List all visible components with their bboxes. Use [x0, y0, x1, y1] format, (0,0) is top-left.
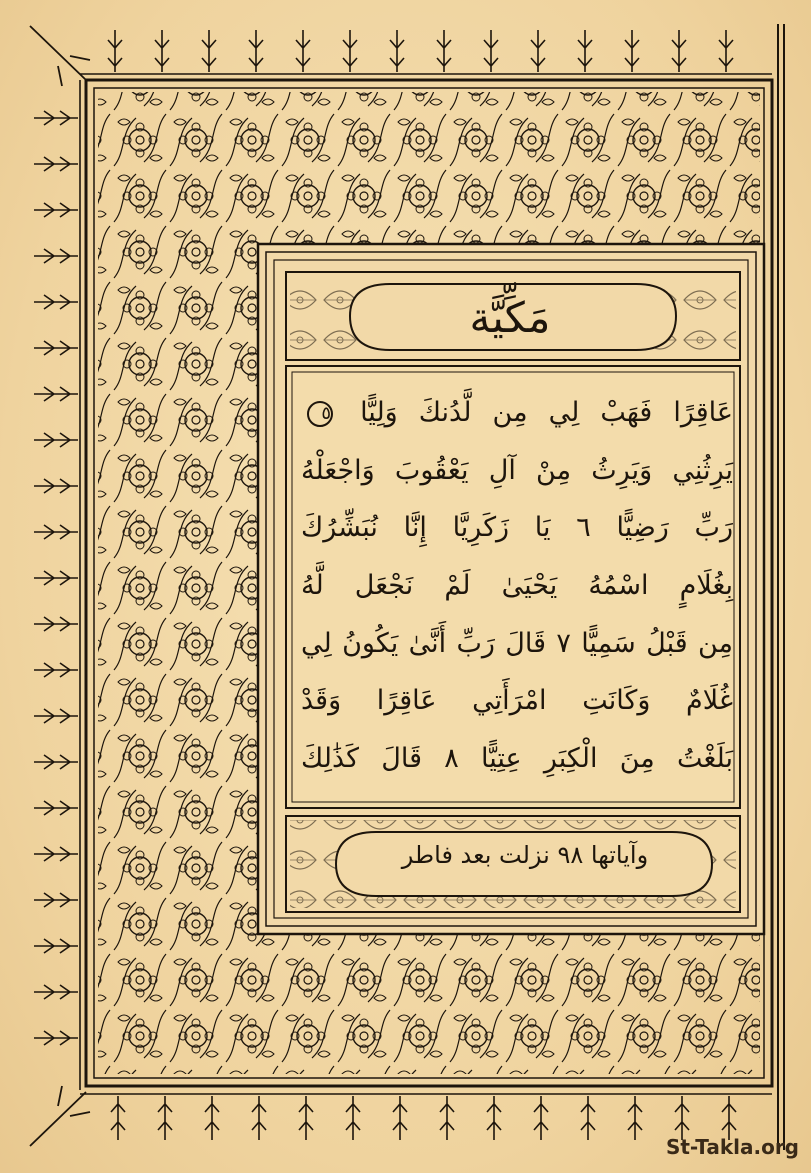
- verse-line-6: غُلَامٌ وَكَانَتِ امْرَأَتِي عَاقِرًا وَقَدْ: [301, 685, 733, 717]
- verse-line-4: بِغُلَامٍ اسْمُهُ يَحْيَىٰ لَمْ نَجْعَل لَّهُ: [301, 569, 733, 601]
- left-fringe: [34, 80, 80, 1090]
- surah-footer-caption: وآياتها ٩٨ نزلت بعد فاطر: [401, 841, 649, 869]
- verse-panel: [295, 372, 739, 800]
- bottom-fringe: [80, 1094, 772, 1140]
- top-fringe: [80, 30, 772, 74]
- verse-text: عَاقِرًا فَهَبْ لِي مِن لَّدُنكَ وَلِيًّا: [360, 397, 733, 428]
- verse-line-5: مِن قَبْلُ سَمِيًّا ٧ قَالَ رَبِّ أَنَّىٰ يَكُونُ لِي: [301, 627, 733, 659]
- verse-line-7: بَلَغْتُ مِنَ الْكِبَرِ عِتِيًّا ٨ قَالَ كَذَٰلِكَ: [301, 742, 733, 774]
- corner-ornaments: [30, 26, 90, 1146]
- verse-number-marker: ٥: [307, 401, 333, 427]
- verse-line-1: [301, 394, 733, 432]
- right-rule: [778, 24, 784, 1150]
- verse-line-2: يَرِثُنِي وَيَرِثُ مِنْ آلِ يَعْقُوبَ وَاجْعَلْهُ: [301, 454, 733, 486]
- surah-header-title: مَكِّيَّة: [469, 293, 551, 342]
- site-watermark: St-Takla.org: [665, 1135, 799, 1159]
- verse-line-3: رَبِّ رَضِيًّا ٦ يَا زَكَرِيَّا إِنَّا نُبَشِّرُكَ: [301, 512, 733, 544]
